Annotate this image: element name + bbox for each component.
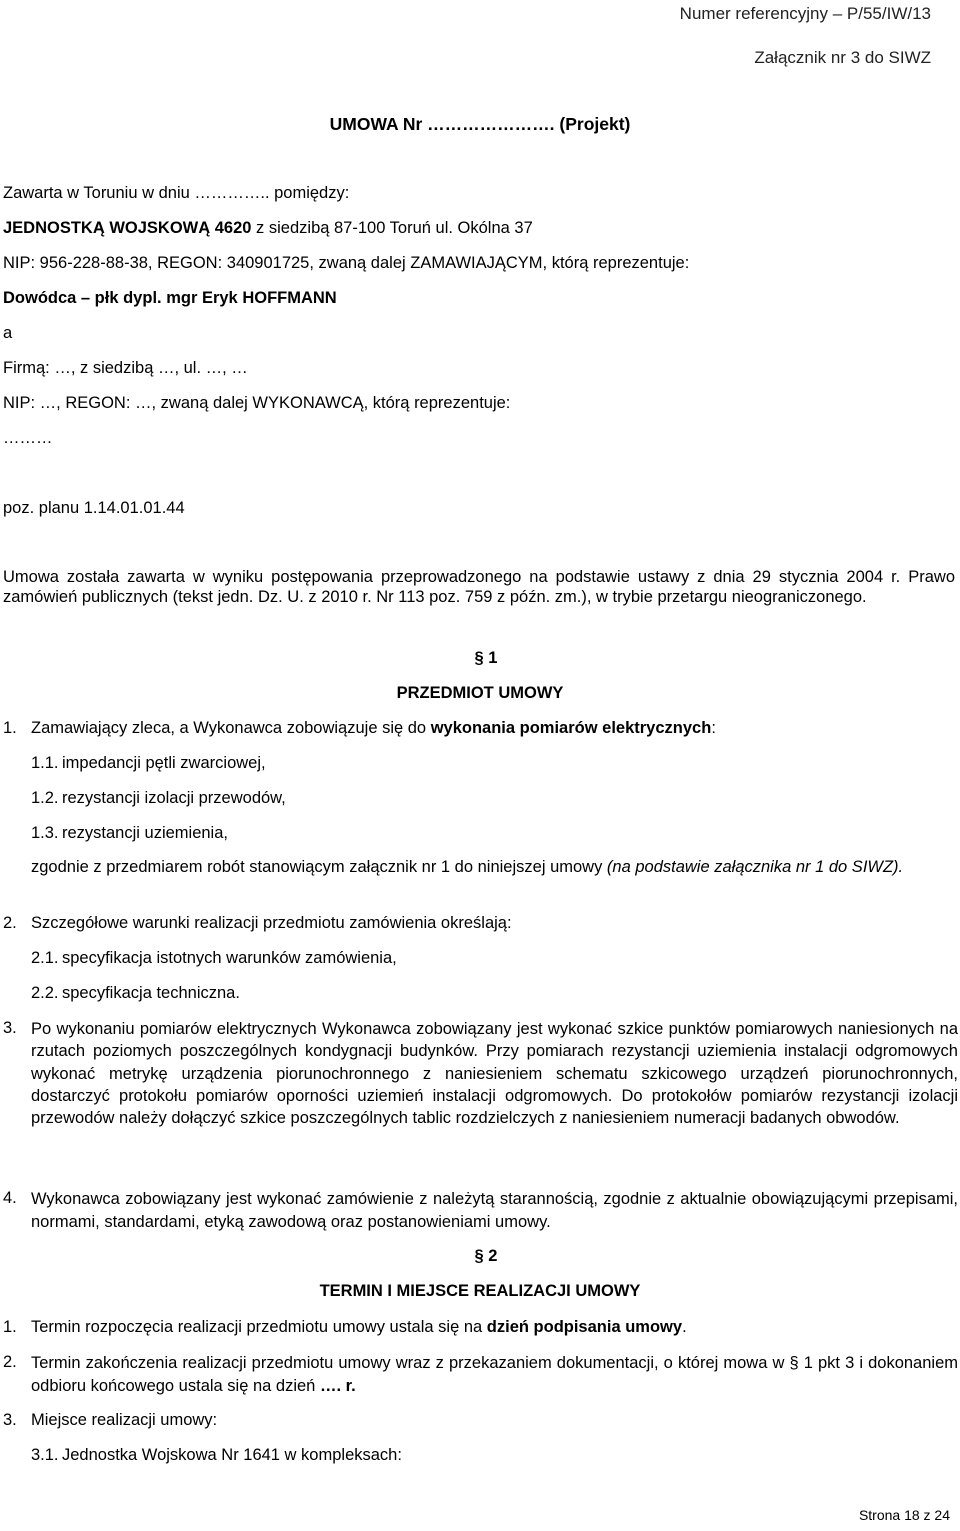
section-1-point-3: 3. Po wykonaniu pomiarów elektrycznych Wykonawca zobowiązany jest wykonać szkice punktów pomiarowych naniesionych na rzutach poziomych poszczególnych kondygnacji budynków. Przy pomiarach rezystancji uziemienia instalacji odgromowych wykonać metrykę urządzenia piorunochronnego z naniesieniem schematu szkicowego urządzeń piorunochronnych, dostarczyć protokołu pomiarów oporności uziemień instalacji odgromowych. Do protokołów pomiarów rezystancji izolacji przewodów należy dołączyć szkice poszczególnych tablic rozdzielczych z naniesieniem numeracji badanych obwodów. <box>3 1019 958 1128</box>
section-2-point-1: 1. Termin rozpoczęcia realizacji przedmiotu umowy ustala się na dzień podpisania umowy. <box>3 1318 687 1336</box>
contracting-party-name: JEDNOSTKĄ WOJSKOWĄ 4620 <box>3 219 252 237</box>
contracting-party-line <box>3 218 533 238</box>
conjunction-a: a <box>3 324 13 342</box>
annex-label: Załącznik nr 3 do SIWZ <box>754 48 931 67</box>
section-1-mark: § 1 <box>474 649 498 667</box>
contractor-address: Firmą: …, z siedzibą …, ul. …, … <box>3 359 248 377</box>
section-1-point-1 <box>3 718 958 740</box>
section-2-mark: § 2 <box>474 1247 498 1265</box>
contractor-ids: NIP: …, REGON: …, zwaną dalej WYKONAWCĄ, którą reprezentuje: <box>3 394 511 412</box>
section-2-point-3: 3. Miejsce realizacji umowy: <box>3 1411 218 1429</box>
point-text: Zamawiający zleca, a Wykonawca zobowiązuje się do wykonania pomiarów elektrycznych: <box>31 719 716 737</box>
list-item: 2.2. specyfikacja techniczna. <box>31 984 240 1002</box>
reference-number: Numer referencyjny – P/55/IW/13 <box>679 4 931 23</box>
list-item: 1.3. rezystancji uziemienia, <box>31 824 228 842</box>
point-1-tail: zgodnie z przedmiarem robót stanowiącym załącznik nr 1 do niniejszej umowy (na podstawie załącznika nr 1 do SIWZ). <box>31 858 904 876</box>
contractor-representative: ……… <box>3 429 53 447</box>
list-item: 1.2. rezystancji izolacji przewodów, <box>31 789 286 807</box>
list-item: 1.1. impedancji pętli zwarciowej, <box>31 754 266 772</box>
contract-place-date: Zawarta w Toruniu w dniu ………….. pomiędzy: <box>3 184 350 202</box>
section-2-heading: TERMIN I MIEJSCE REALIZACJI UMOWY <box>319 1282 641 1300</box>
contracting-party-address: z siedzibą 87-100 Toruń ul. Okólna 37 <box>251 219 533 237</box>
document-title: UMOWA Nr …………………. (Projekt) <box>329 114 631 134</box>
section-2-point-2: 2. Termin zakończenia realizacji przedmiotu umowy wraz z przekazaniem dokumentacji, o której mowa w § 1 pkt 3 i dokonaniem odbioru końcowego ustala się na dzień …. r. <box>3 1353 958 1395</box>
page-number: Strona 18 z 24 <box>858 1507 950 1523</box>
section-1-heading: PRZEDMIOT UMOWY <box>396 684 564 702</box>
contracting-party-representative: Dowódca – płk dypl. mgr Eryk HOFFMANN <box>3 289 337 307</box>
list-item: 3.1. Jednostka Wojskowa Nr 1641 w kompleksach: <box>31 1446 402 1464</box>
intro-paragraph: Umowa została zawarta w wyniku postępowania przeprowadzonego na podstawie ustawy z dnia 29 stycznia 2004 r. Prawo zamówień publicznych (tekst jedn. Dz. U. z 2010 r. Nr 113 poz. 759 z późn. zm.), w trybie przetargu nieograniczonego. <box>3 568 955 606</box>
point-number: 1. <box>3 719 17 737</box>
plan-position: poz. planu 1.14.01.01.44 <box>3 499 185 517</box>
section-1-point-4: 4. Wykonawca zobowiązany jest wykonać zamówienie z należytą starannością, zgodnie z aktualnie obowiązującymi przepisami, normami, standardami, etyką zawodową oraz postanowieniami umowy. <box>3 1189 958 1231</box>
list-item: 2.1. specyfikacja istotnych warunków zamówienia, <box>31 949 397 967</box>
contracting-party-ids: NIP: 956-228-88-38, REGON: 340901725, zwaną dalej ZAMAWIAJĄCYM, którą reprezentuje: <box>3 254 690 272</box>
section-1-point-2: 2. Szczegółowe warunki realizacji przedmiotu zamówienia określają: <box>3 914 512 932</box>
